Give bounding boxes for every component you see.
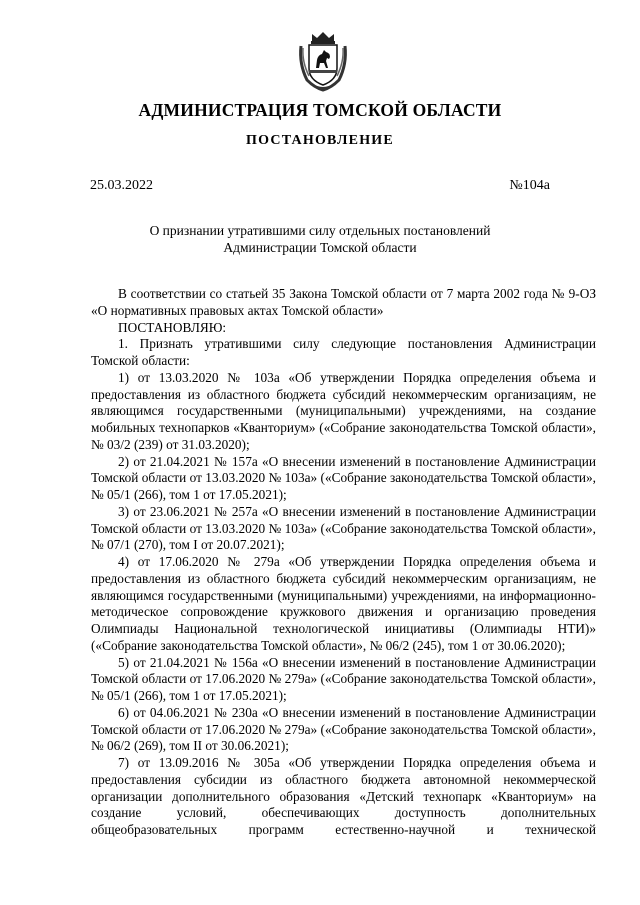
list-item: 6) от 04.06.2021 № 230а «О внесении изменений в постановление Администрации Томской области от 17.06.2020 № 279а» («Собрание законодательства Томской области», № 06/2 (269), том II от 30.06.2021); bbox=[91, 704, 596, 754]
document-number: №104а bbox=[509, 178, 550, 193]
list-item: 4) от 17.06.2020 № 279а «Об утверждении Порядка определения объема и предоставления из областного бюджета субсидий некоммерческим организациям, не являющимся государственными (муниципальными) учреждениями, на информационно-методическое сопровождение кружкового движения и организацию проведения Олимпиады Национальной технологической инициативы (Олимпиады НТИ)» («Собрание законодательства Томской области», № 06/2 (245), том 1 от 30.06.2020); bbox=[91, 554, 596, 653]
document-type: ПОСТАНОВЛЕНИЕ bbox=[246, 133, 394, 148]
list-item: 3) от 23.06.2021 № 257а «О внесении изменений в постановление Администрации Томской области от 13.03.2020 № 103а» («Собрание законодательства Томской области», № 07/1 (270), том I от 20.07.2021); bbox=[91, 503, 596, 553]
decree-word: ПОСТАНОВЛЯЮ: bbox=[118, 319, 227, 335]
list-item: 2) от 21.04.2021 № 157а «О внесении изменений в постановление Администрации Томской области от 13.03.2020 № 103а» («Собрание законодательства Томской области», № 05/1 (266), том 1 от 17.05.2021); bbox=[91, 453, 596, 502]
subject-line: Администрации Томской области bbox=[223, 240, 417, 255]
tomsk-oblast-coat-of-arms-icon bbox=[297, 30, 349, 92]
list-item: 1) от 13.03.2020 № 103а «Об утверждении Порядка определения объема и предоставления из областного бюджета субсидий некоммерческим организациям, не являющимся государственными (муниципальными) учреждениями, на создание мобильных технопарков «Кванториум» («Собрание законодательства Томской области», № 03/2 (239) от 31.03.2020); bbox=[91, 369, 596, 452]
list-intro: 1. Признать утратившими силу следующие постановления Администрации Томской области: bbox=[91, 336, 596, 368]
intro-paragraph: В соответствии со статьей 35 Закона Томской области от 7 марта 2002 года № 9-ОЗ «О нормативных правовых актах Томской области» bbox=[91, 286, 596, 318]
organization-name: АДМИНИСТРАЦИЯ ТОМСКОЙ ОБЛАСТИ bbox=[138, 100, 502, 120]
list-item: 5) от 21.04.2021 № 156а «О внесении изменений в постановление Администрации Томской области от 17.06.2020 № 279а» («Собрание законодательства Томской области», № 05/1 (266), том 1 от 17.05.2021); bbox=[91, 654, 596, 703]
subject-line: О признании утратившими силу отдельных постановлений bbox=[149, 223, 491, 238]
document-date: 25.03.2022 bbox=[90, 178, 153, 193]
document-body bbox=[91, 286, 596, 839]
list-item: 7) от 13.09.2016 № 305а «Об утверждении Порядка определения объема и предоставления субсидии из областного бюджета автономной некоммерческой организации дополнительного образования «Детский технопарк «Кванториум» на создание условий, обеспечивающих доступность дополнительных общеобразовательных программ естественно-научной и технической bbox=[91, 755, 596, 837]
document-subject bbox=[0, 222, 640, 256]
